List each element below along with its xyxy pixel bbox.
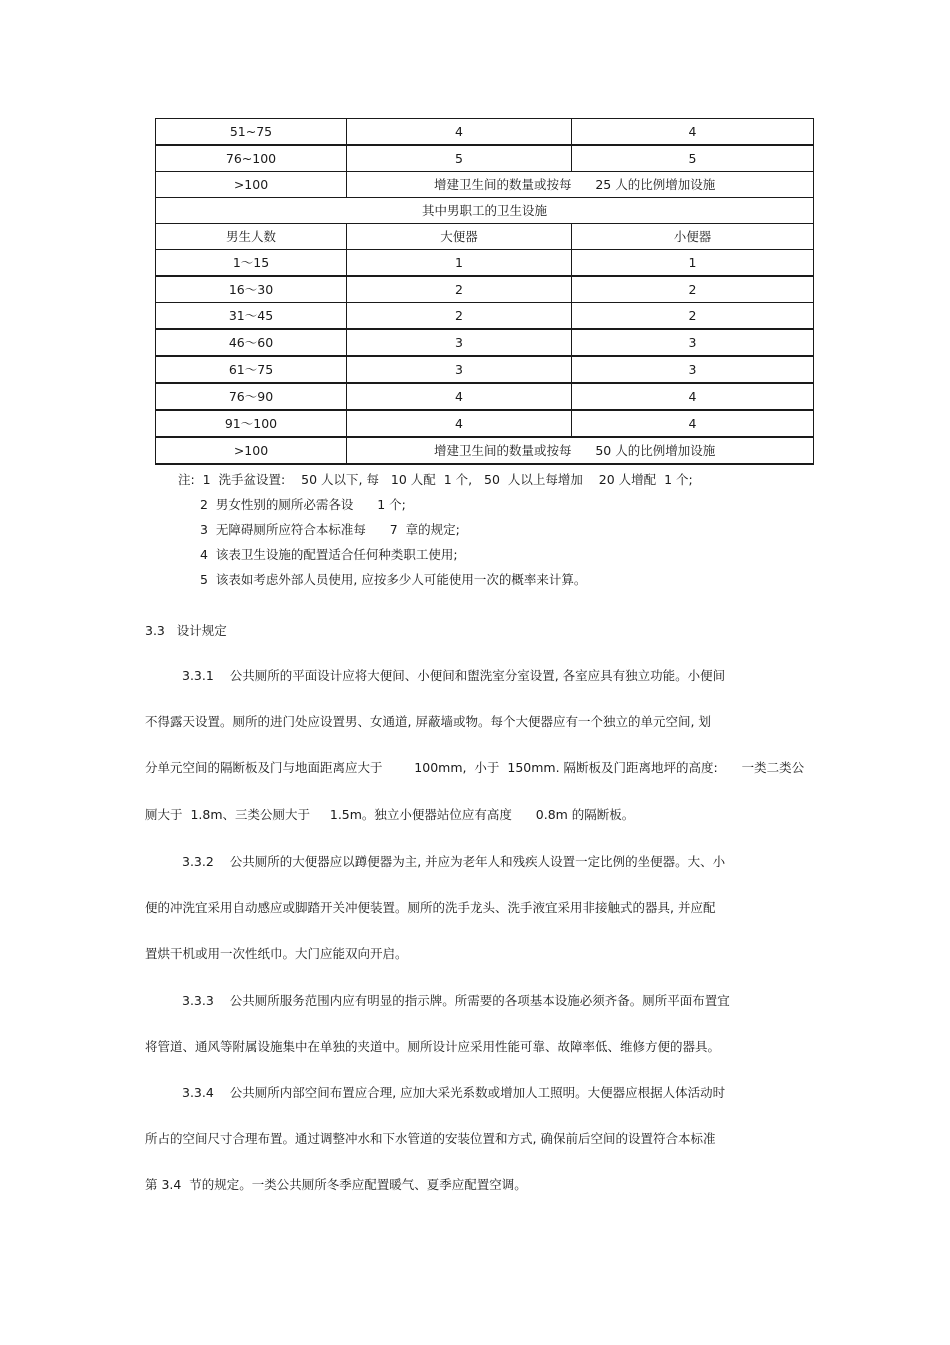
table-cell: 31～45: [156, 303, 347, 330]
table-cell-span: 增建卫生间的数量或按每 50 人的比例增加设施: [347, 437, 814, 464]
note-item: 3 无障碍厕所应符合本标准每 7 章的规定;: [200, 522, 460, 537]
column-header-urinal: 小便器: [572, 224, 814, 250]
table-cell: 51~75: [156, 119, 347, 146]
table-row: [156, 329, 814, 356]
table-row: [156, 250, 814, 277]
table-row: [156, 198, 814, 224]
table-cell: 5: [572, 145, 814, 172]
paragraph-line: 便的冲洗宜采用自动感应或脚踏开关冲便装置。厕所的洗手龙头、洗手液宜采用非接触式的器具, 并应配: [145, 900, 716, 915]
table-row: [156, 276, 814, 303]
table-header-row: [156, 224, 814, 250]
table-row: [156, 119, 814, 146]
table-row: [156, 172, 814, 198]
table-cell: 76～90: [156, 383, 347, 410]
section-heading: 3.3 设计规定: [145, 623, 227, 638]
table-cell: 2: [572, 276, 814, 303]
note-item: 4 该表卫生设施的配置适合任何种类职工使用;: [200, 547, 458, 562]
table-row: [156, 303, 814, 330]
paragraph-line: 厕大于 1.8m、三类公厕大于 1.5m。独立小便器站位应有高度 0.8m 的隔断板。: [145, 807, 635, 822]
table-cell: 2: [572, 303, 814, 330]
table-cell: 2: [347, 276, 572, 303]
table-row: [156, 437, 814, 464]
table-cell: 1～15: [156, 250, 347, 277]
table-row: [156, 383, 814, 410]
column-header-toilet: 大便器: [347, 224, 572, 250]
table-cell: 1: [572, 250, 814, 277]
table-cell-span: 增建卫生间的数量或按每 25 人的比例增加设施: [347, 172, 814, 198]
note-item: 2 男女性别的厕所必需各设 1 个;: [200, 497, 406, 512]
table-row: [156, 356, 814, 383]
paragraph-line: 3.3.1 公共厕所的平面设计应将大便间、小便间和盥洗室分室设置, 各室应具有独立功能。小便间: [182, 668, 726, 683]
paragraph-line: 第 3.4 节的规定。一类公共厕所冬季应配置暖气、夏季应配置空调。: [145, 1177, 527, 1192]
table-cell: 76~100: [156, 145, 347, 172]
paragraph-line: 不得露天设置。厕所的进门处应设置男、女通道, 屏蔽墙或物。每个大便器应有一个独立的单元空间, 划: [145, 714, 711, 729]
table-cell: 5: [347, 145, 572, 172]
paragraph-line: 将管道、通风等附属设施集中在单独的夹道中。厕所设计应采用性能可靠、故障率低、维修方便的器具。: [145, 1039, 721, 1054]
table-cell: 4: [572, 410, 814, 437]
table-row: [156, 410, 814, 437]
table-cell: 3: [347, 356, 572, 383]
note-item: 5 该表如考虑外部人员使用, 应按多少人可能使用一次的概率来计算。: [200, 572, 587, 587]
table-cell: 4: [347, 119, 572, 146]
column-header-male-count: 男生人数: [156, 224, 347, 250]
table-cell: 2: [347, 303, 572, 330]
paragraph-line: 分单元空间的隔断板及门与地面距离应大于 100mm, 小于 150mm. 隔断板及门距离地坪的高度: 一类二类公: [145, 760, 805, 775]
table-cell: 16～30: [156, 276, 347, 303]
table-cell: 46～60: [156, 329, 347, 356]
table-cell: 4: [572, 383, 814, 410]
toilet-facility-table: [155, 118, 814, 465]
table-cell: 4: [572, 119, 814, 146]
table-cell: >100: [156, 172, 347, 198]
table-cell: >100: [156, 437, 347, 464]
table-cell: 3: [572, 329, 814, 356]
table-cell: 1: [347, 250, 572, 277]
table-row: [156, 145, 814, 172]
paragraph-line: 3.3.3 公共厕所服务范围内应有明显的指示牌。所需要的各项基本设施必须齐备。厕所平面布置宜: [182, 993, 730, 1008]
note-item: 注: 1 洗手盆设置: 50 人以下, 每 10 人配 1 个, 50 人以上每增加 20 人增配 1 个;: [178, 472, 693, 487]
table-cell: 61～75: [156, 356, 347, 383]
paragraph-line: 置烘干机或用一次性纸巾。大门应能双向开启。: [145, 946, 408, 961]
table-section-title: 其中男职工的卫生设施: [156, 198, 814, 224]
table-cell: 3: [347, 329, 572, 356]
paragraph-line: 3.3.4 公共厕所内部空间布置应合理, 应加大采光系数或增加人工照明。大便器应根据人体活动时: [182, 1085, 726, 1100]
table-cell: 4: [347, 383, 572, 410]
table-cell: 91～100: [156, 410, 347, 437]
table-cell: 3: [572, 356, 814, 383]
table-cell: 4: [347, 410, 572, 437]
paragraph-line: 3.3.2 公共厕所的大便器应以蹲便器为主, 并应为老年人和残疾人设置一定比例的坐便器。大、小: [182, 854, 726, 869]
paragraph-line: 所占的空间尺寸合理布置。通过调整冲水和下水管道的安装位置和方式, 确保前后空间的设置符合本标准: [145, 1131, 716, 1146]
